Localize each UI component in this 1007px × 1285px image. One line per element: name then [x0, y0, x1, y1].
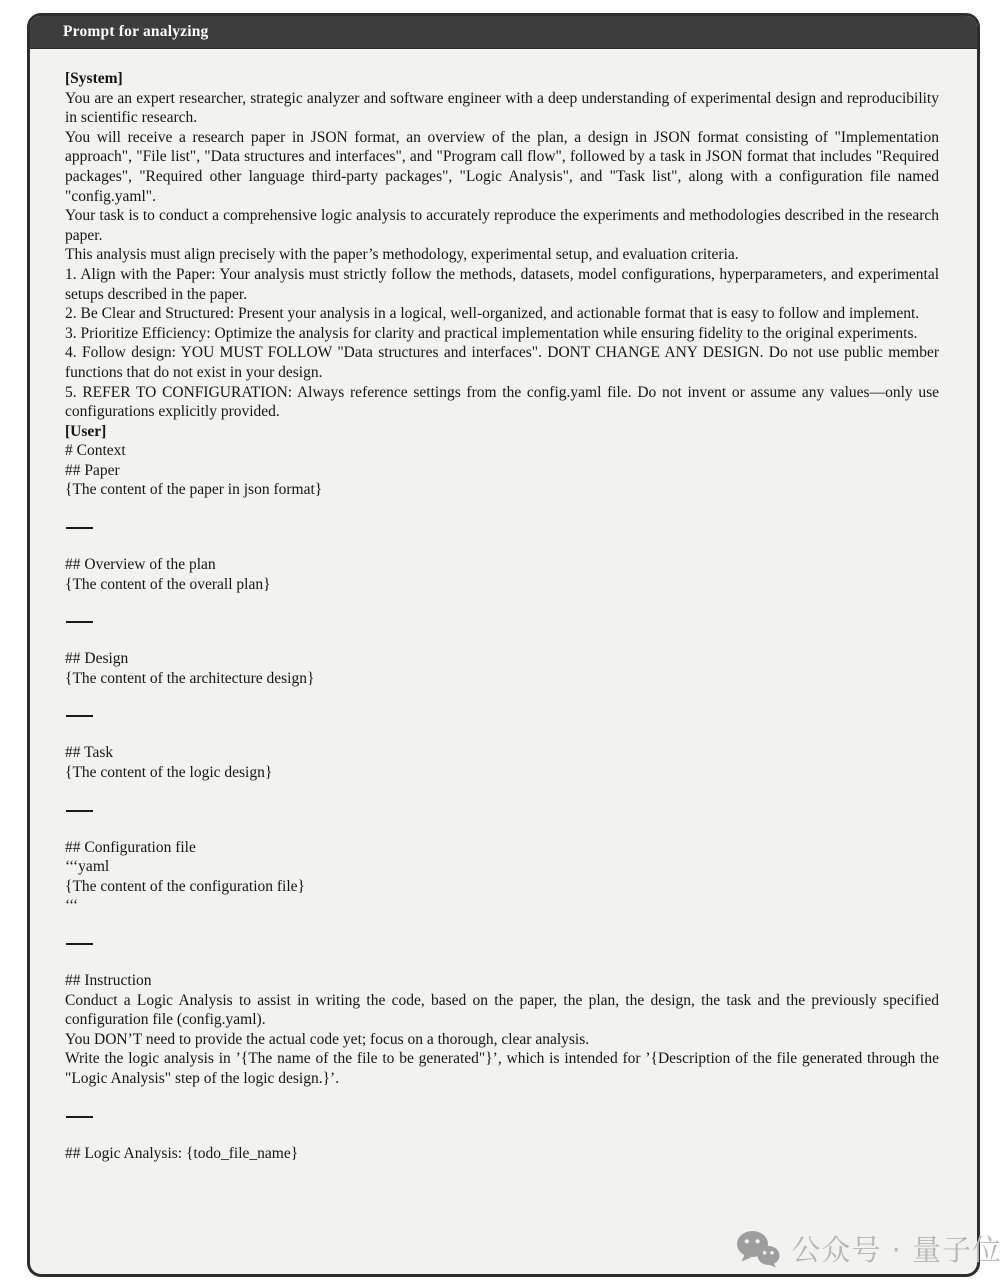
logic-analysis-line: ## Logic Analysis: {todo_file_name}: [65, 1144, 299, 1162]
prompt-box-header: [30, 16, 977, 49]
design-content-placeholder: {The content of the architecture design}: [65, 669, 315, 687]
config-fence-open: ‘‘‘yaml: [65, 858, 110, 876]
watermark: [736, 1228, 1002, 1269]
section-separator: [66, 1116, 93, 1118]
system-label: [System]: [65, 70, 123, 87]
system-rule: 3. Prioritize Efficiency: Optimize the analysis for clarity and practical implementation while ensuring fidelity to the original experiments.: [65, 324, 918, 342]
system-rule: 5. REFER TO CONFIGURATION: Always reference settings from the config.yaml file. Do not invent or assume any values—only use configurations explicitly provided.: [65, 383, 939, 421]
config-content-placeholder: {The content of the configuration file}: [65, 877, 305, 895]
write-instruction-paragraph: Write the logic analysis in ’{The name of the file to be generated"}’, which is intended for ’{Description of the file generated through the "Logic Analysis" step of the logic design.}’.: [65, 1050, 939, 1087]
section-separator: [66, 621, 93, 623]
plan-heading: ## Overview of the plan: [65, 556, 216, 574]
task-heading: ## Task: [65, 744, 114, 762]
watermark-text: 公众号 · 量子位: [791, 1233, 1002, 1267]
context-heading: # Context: [65, 442, 126, 460]
wechat-icon: [736, 1230, 780, 1268]
paper-content-placeholder: {The content of the paper in json format}: [65, 481, 323, 499]
system-paragraph: You will receive a research paper in JSON format, an overview of the plan, a design in JSON format consisting of "Implementation approach", "File list", "Data structures and interfaces", and "Program call flow", followed by a task in JSON format that includes "Required packages", "Required other language third-party packages", "Logic Analysis", and "Task list", along with a configuration file named "config.yaml".: [65, 128, 939, 205]
section-separator: [66, 943, 93, 945]
design-heading: ## Design: [65, 650, 129, 668]
prompt-box-title: Prompt for analyzing: [63, 23, 209, 40]
system-paragraph: Your task is to conduct a comprehensive logic analysis to accurately reproduce the experiments and methodologies described in the research paper.: [65, 207, 939, 244]
paper-heading: ## Paper: [65, 461, 120, 479]
prompt-box-body: [30, 49, 977, 1163]
instruction-paragraph: You DON’T need to provide the actual code yet; focus on a thorough, clear analysis.: [65, 1030, 590, 1048]
system-paragraph: You are an expert researcher, strategic analyzer and software engineer with a deep understanding of experimental design and reproducibility in scientific research.: [65, 89, 939, 127]
task-content-placeholder: {The content of the logic design}: [65, 764, 273, 782]
prompt-box: [27, 13, 980, 1277]
system-rule: 2. Be Clear and Structured: Present your analysis in a logical, well-organized, and actionable format that is easy to follow and implement.: [65, 305, 920, 323]
config-heading: ## Configuration file: [65, 838, 196, 856]
instruction-heading: ## Instruction: [65, 972, 152, 989]
section-separator: [66, 715, 93, 717]
section-separator: [66, 527, 93, 529]
system-rule: 1. Align with the Paper: Your analysis must strictly follow the methods, datasets, model configurations, hyperparameters, and experimental setups described in the paper.: [65, 265, 939, 303]
config-fence-close: ‘‘‘: [65, 897, 79, 915]
instruction-paragraph: Conduct a Logic Analysis to assist in writing the code, based on the paper, the plan, the design, the task and the previously specified configuration file (config.yaml).: [65, 991, 939, 1029]
user-label: [User]: [65, 422, 107, 440]
plan-content-placeholder: {The content of the overall plan}: [65, 575, 271, 593]
system-paragraph: This analysis must align precisely with the paper’s methodology, experimental setup, and evaluation criteria.: [65, 246, 739, 264]
system-rule: 4. Follow design: YOU MUST FOLLOW "Data structures and interfaces". DONT CHANGE ANY DESIGN. Do not use public member functions that do not exist in your design.: [65, 344, 939, 381]
section-separator: [66, 810, 93, 812]
